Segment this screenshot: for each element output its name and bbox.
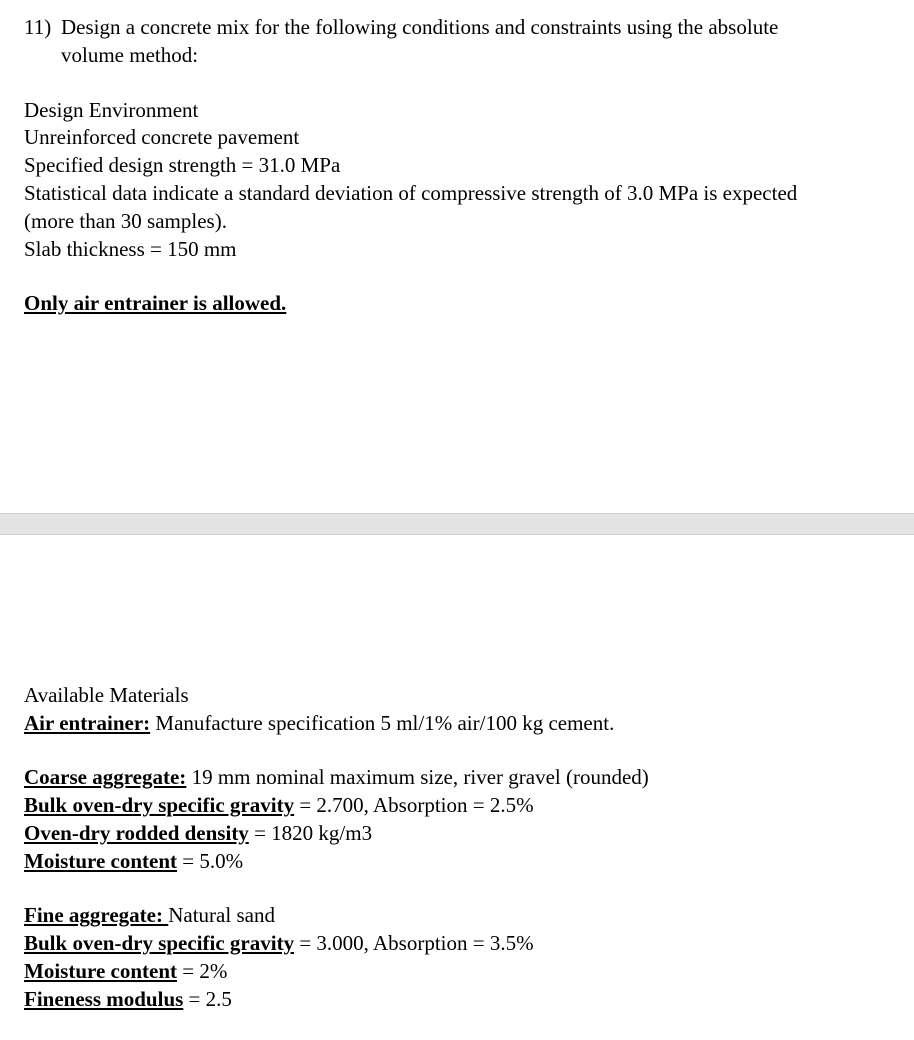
std-dev-line2: (more than 30 samples). [24,209,227,233]
air-entrainer-row [24,709,614,737]
fine-moisture-value: = 2% [177,959,228,983]
question-text-line1: Design a concrete mix for the following conditions and constraints using the absolute [61,15,779,39]
air-entrainer-spec: Manufacture specification 5 ml/1% air/100 kg cement. [150,711,615,735]
fine-aggregate-label: Fine aggregate: [24,903,169,927]
coarse-sg-row [24,791,534,819]
coarse-rodded-row [24,819,372,847]
coarse-rodded-value: = 1820 kg/m3 [248,821,373,845]
coarse-moisture-label: Moisture content [24,849,177,873]
fine-fm-row [24,985,232,1013]
fine-moisture-label: Moisture content [24,959,177,983]
question-text-line2: volume method: [61,43,199,67]
coarse-sg-label: Bulk oven-dry specific gravity [24,793,295,817]
available-materials-heading: Available Materials [24,683,189,707]
admixture-constraint: Only air entrainer is allowed. [24,291,287,315]
fineness-modulus-label: Fineness modulus [24,987,184,1011]
coarse-moisture-value: = 5.0% [177,849,244,873]
slab-thickness: Slab thickness = 150 mm [24,237,237,261]
coarse-aggregate-row [24,763,649,791]
fine-aggregate-desc: Natural sand [168,903,275,927]
design-strength: Specified design strength = 31.0 MPa [24,153,341,177]
coarse-aggregate-label: Coarse aggregate: [24,765,187,789]
fine-aggregate-row [24,901,275,929]
section-divider [0,513,914,535]
fineness-modulus-value: = 2.5 [183,987,232,1011]
coarse-sg-value: = 2.700, Absorption = 2.5% [294,793,534,817]
coarse-aggregate-desc: 19 mm nominal maximum size, river gravel (rounded) [186,765,649,789]
std-dev-line1: Statistical data indicate a standard deviation of compressive strength of 3.0 MPa is expected [24,181,798,205]
coarse-rodded-label: Oven-dry rodded density [24,821,249,845]
fine-moisture-row [24,957,227,985]
question-number: 11) [24,15,52,39]
fine-sg-value: = 3.000, Absorption = 3.5% [294,931,534,955]
coarse-moisture-row [24,847,243,875]
design-environment-heading: Design Environment [24,98,199,122]
pavement-type: Unreinforced concrete pavement [24,125,300,149]
fine-sg-row [24,929,534,957]
fine-sg-label: Bulk oven-dry specific gravity [24,931,295,955]
air-entrainer-label: Air entrainer: [24,711,151,735]
